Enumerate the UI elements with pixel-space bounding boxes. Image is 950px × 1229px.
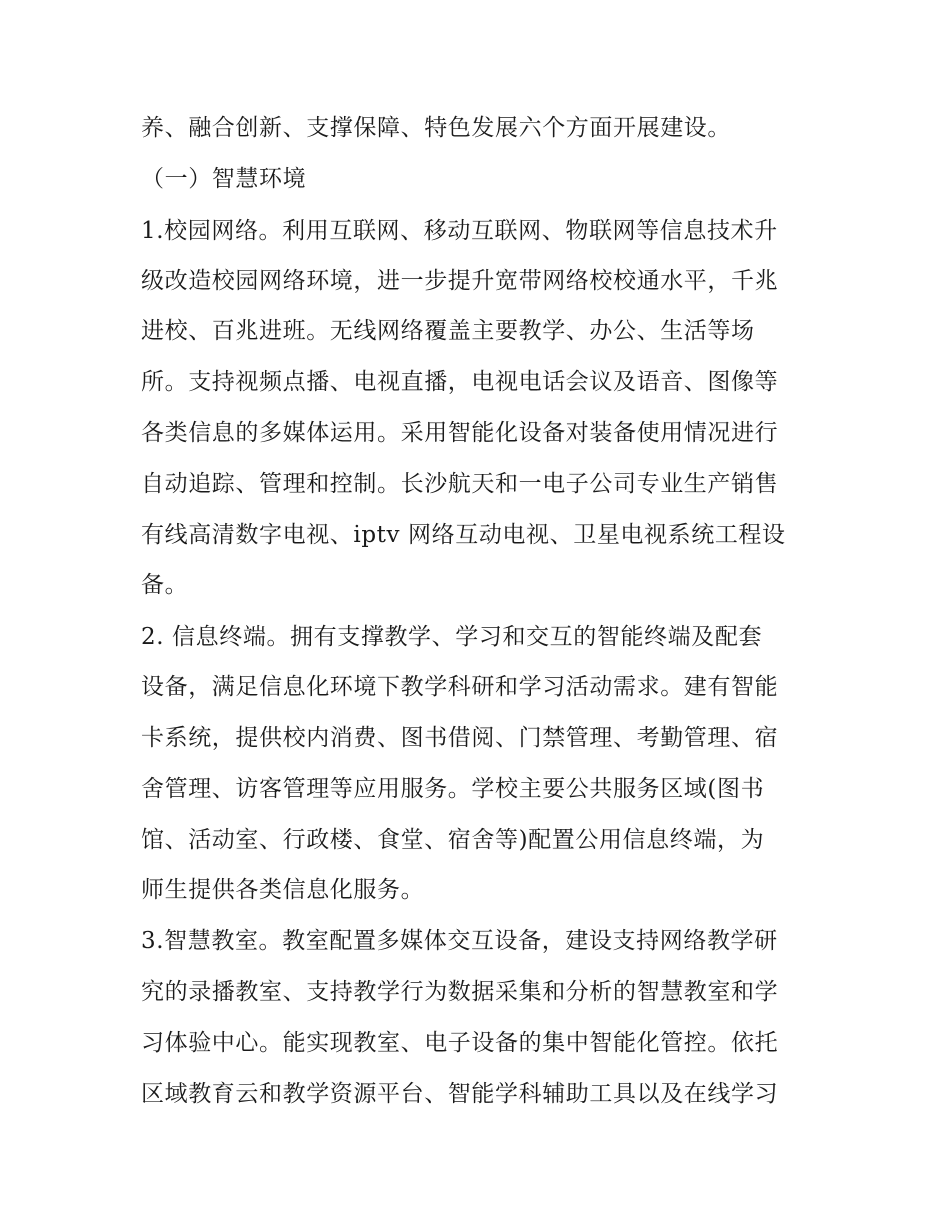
text-line: 区域教育云和教学资源平台、智能学科辅助工具以及在线学习 [141,1081,779,1107]
text-line: 自动追踪、管理和控制。长沙航天和一电子公司专业生产销售 [141,471,779,497]
text-line: 卡系统，提供校内消费、图书借阅、门禁管理、考勤管理、宿 [141,725,779,751]
text-line: 所。支持视频点播、电视直播，电视电话会议及语音、图像等 [141,369,779,395]
text-line: 舍管理、访客管理等应用服务。学校主要公共服务区域(图书 [141,776,765,802]
text-line: 有线高清数字电视、iptv 网络互动电视、卫星电视系统工程设 [141,522,786,548]
text-line: 1.校园网络。利用互联网、移动互联网、物联网等信息技术升 [141,218,778,244]
section-heading: （一）智慧环境 [141,166,307,192]
text-line: 养、融合创新、支撑保障、特色发展六个方面开展建设。 [141,115,731,141]
text-line: 各类信息的多媒体运用。采用智能化设备对装备使用情况进行 [141,420,779,446]
text-line: 设备，满足信息化环境下教学科研和学习活动需求。建有智能 [141,674,779,700]
text-line: 习体验中心。能实现教室、电子设备的集中智能化管控。依托 [141,1030,779,1056]
text-line: 究的录播教室、支持教学行为数据采集和分析的智慧教室和学 [141,979,779,1005]
text-line: 师生提供各类信息化服务。 [141,877,425,903]
text-line: 3.智慧教室。教室配置多媒体交互设备，建设支持网络教学研 [141,928,778,954]
text-line: 级改造校园网络环境，进一步提升宽带网络校校通水平，千兆 [141,268,779,294]
text-line: 2. 信息终端。拥有支撑教学、学习和交互的智能终端及配套 [141,624,763,650]
text-line: 备。 [141,572,189,598]
text-line: 进校、百兆进班。无线网络覆盖主要教学、办公、生活等场 [141,318,755,344]
text-line: 馆、活动室、行政楼、食堂、宿舍等)配置公用信息终端，为 [141,827,765,853]
